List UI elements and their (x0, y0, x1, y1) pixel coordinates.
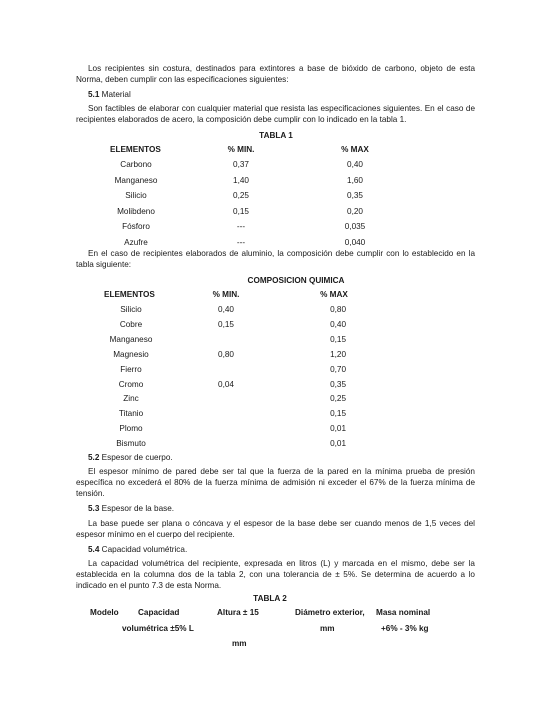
table-aluminio-cell-max: 0,15 (330, 409, 346, 419)
table-1-cell-elemento: Azufre (124, 237, 148, 247)
table-aluminio-cell-elemento: Manganeso (109, 334, 153, 344)
section-number: 5.2 (88, 453, 100, 462)
table-1-cell-min: 0,15 (233, 206, 249, 216)
table-1-cell-elemento: Manganeso (114, 175, 158, 185)
material-paragraph: Son factibles de elaborar con cualquier material que resista las especificaciones siguientes. En el caso de recipientes elaborados de acero, la composición debe cumplir con lo indicado en la tabla 1. (76, 104, 475, 124)
table-1-cell-max: 0,20 (347, 206, 363, 216)
table-aluminio-cell-elemento: Zinc (123, 394, 139, 404)
espesor-paragraph: El espesor mínimo de pared debe ser tal que la fuerza de la pared en la mínima prueba de presión específica no excederá el 80% de la fuerza mínima de admisión ni exceder el 67% de la fuerza mínima de tensión. (76, 467, 475, 498)
table-aluminio-cell-elemento: Bismuto (116, 439, 146, 449)
table-1-cell-elemento: Molibdeno (117, 206, 155, 216)
section-title: Espesor de cuerpo. (101, 453, 173, 462)
table-1-cell-elemento: Silicio (125, 191, 147, 200)
table-2-header-altura-unit: mm (232, 639, 247, 648)
table-aluminio-cell-min: 0,40 (218, 305, 234, 314)
table-2-header-masa: Masa nominal (376, 608, 431, 617)
table-1-cell-elemento: Carbono (120, 160, 152, 169)
table-1-cell-min: 0,25 (233, 191, 249, 200)
section-5-4-heading (88, 544, 187, 555)
table-2-header-masa-unit: +6% - 3% kg (381, 624, 429, 633)
table-aluminio-cell-max: 0,01 (330, 439, 346, 449)
section-number: 5.4 (88, 545, 100, 554)
base-paragraph: La base puede ser plana o cóncava y el espesor de la base debe ser cuando menos de 1,5 veces del espesor mínimo en el cuerpo del recipiente. (76, 519, 475, 539)
table-aluminio-cell-elemento: Cromo (118, 379, 144, 389)
table-1-cell-elemento: Fósforo (122, 222, 150, 231)
table-aluminio-cell-min: 0,04 (218, 379, 234, 389)
table-aluminio-cell-elemento: Plomo (119, 424, 143, 434)
table-2-header-modelo: Modelo (90, 608, 119, 617)
table-2-header-capacidad-unit: volumétrica ±5% L (122, 624, 194, 633)
section-title: Capacidad volumétrica. (101, 545, 188, 554)
table-2-header-diametro: Diámetro exterior, (295, 608, 365, 617)
section-title: Espesor de la base. (101, 504, 175, 513)
table-2-title: TABLA 2 (253, 594, 287, 603)
table-1-title: TABLA 1 (259, 131, 293, 140)
table-aluminio-cell-max: 0,40 (330, 319, 346, 329)
table-2-header-altura: Altura ± 15 (217, 608, 259, 617)
table-aluminio-cell-max: 0,35 (330, 379, 346, 389)
table-aluminio-cell-elemento: Magnesio (113, 349, 149, 359)
intro-paragraph: Los recipientes sin costura, destinados para extintores a base de bióxido de carbono, objeto de esta Norma, deben cumplir con las especificaciones siguientes: (76, 64, 475, 84)
capacidad-paragraph: La capacidad volumétrica del recipiente, expresada en litros (L) y marcada en el mismo, debe ser la establecida en la columna dos de la tabla 2, con una tolerancia de ± 5%. Se determina de acuerdo a lo indicado en el punto 7.3 de esta Norma. (76, 559, 475, 590)
aluminio-paragraph: En el caso de recipientes elaborados de aluminio, la composición debe cumplir con lo establecido en la tabla siguiente: (76, 249, 475, 269)
table-aluminio-cell-elemento: Titanio (118, 409, 144, 419)
table-aluminio-cell-max: 0,80 (330, 305, 346, 314)
table-aluminio-cell-max: 0,70 (330, 364, 346, 374)
table-1-cell-min: --- (236, 237, 246, 247)
table-aluminio-cell-min: 0,80 (218, 349, 234, 359)
section-5-2-heading (88, 452, 173, 463)
section-number: 5.1 (88, 90, 100, 99)
table-aluminio-header-min: % MIN. (212, 290, 240, 299)
table-aluminio-cell-max: 0,25 (330, 394, 346, 404)
table-aluminio-cell-elemento: Fierro (120, 364, 142, 374)
table-2-header-capacidad: Capacidad (138, 608, 180, 617)
table-1-cell-max: 0,040 (344, 237, 366, 247)
table-aluminio-header-max: % MAX (320, 290, 348, 299)
table-1-cell-max: 0,035 (344, 222, 366, 231)
table-aluminio-cell-max: 0,15 (330, 334, 346, 344)
table-1-cell-max: 0,40 (347, 160, 363, 169)
table-aluminio-header-elementos: ELEMENTOS (104, 290, 155, 299)
table-aluminio-cell-max: 0,01 (330, 424, 346, 434)
table-aluminio-cell-elemento: Cobre (119, 319, 143, 329)
table-aluminio-title: COMPOSICION QUIMICA (247, 276, 345, 285)
section-5-3-heading (88, 503, 174, 514)
table-1-cell-min: 0,37 (233, 160, 249, 169)
section-number: 5.3 (88, 504, 100, 513)
table-1-header-min: % MIN. (227, 145, 255, 154)
table-aluminio-cell-min: 0,15 (218, 319, 234, 329)
section-title: Material (101, 90, 131, 99)
section-5-1-heading (88, 89, 131, 100)
table-2-header-diametro-unit: mm (320, 624, 335, 633)
table-1-header-elementos: ELEMENTOS (110, 145, 161, 154)
table-1-header-max: % MAX (341, 145, 369, 154)
table-1-cell-min: --- (236, 222, 246, 231)
table-aluminio-cell-max: 1,20 (330, 349, 346, 359)
table-1-cell-max: 0,35 (347, 191, 363, 200)
table-1-cell-max: 1,60 (347, 175, 363, 185)
table-1-cell-min: 1,40 (233, 175, 249, 185)
table-aluminio-cell-elemento: Silicio (120, 305, 142, 314)
